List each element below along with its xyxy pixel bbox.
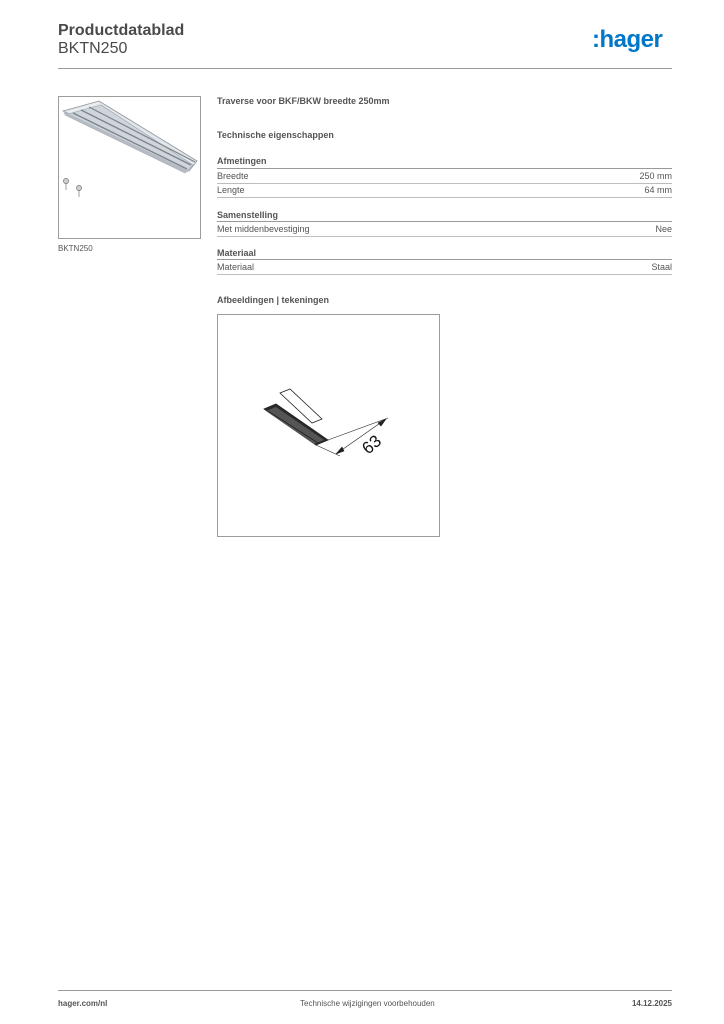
technical-heading: Technische eigenschappen: [217, 130, 334, 140]
row-divider: [217, 274, 672, 275]
row-divider: [217, 236, 672, 237]
section-title-samenstelling: Samenstelling: [217, 210, 279, 220]
row-divider: [217, 183, 672, 184]
hager-logo: :hager: [592, 26, 663, 53]
row-divider: [217, 197, 672, 198]
page-title: Productdatablad: [58, 22, 185, 39]
footer-divider: [58, 990, 672, 991]
section-divider: [217, 259, 672, 260]
screw-icon: [63, 178, 81, 197]
spec-label: Materiaal: [217, 262, 255, 272]
product-image: [58, 96, 201, 239]
spec-value: Nee: [655, 224, 672, 234]
spec-label: Breedte: [217, 171, 249, 181]
footer-date: 14.12.2025: [631, 999, 672, 1008]
section-divider: [217, 221, 672, 222]
dimension-label: 63: [358, 431, 386, 459]
section-title-afmetingen: Afmetingen: [217, 156, 267, 166]
spec-value: 250 mm: [639, 171, 672, 181]
spec-label: Met middenbevestiging: [217, 224, 310, 234]
section-divider: [217, 168, 672, 169]
footer-website-link[interactable]: hager.com/nl: [58, 999, 108, 1008]
technical-drawing: [217, 314, 440, 537]
spec-value: Staal: [651, 262, 672, 272]
section-title-materiaal: Materiaal: [217, 248, 257, 258]
product-code: BKTN250: [58, 40, 128, 57]
rail-drawing: [264, 389, 328, 445]
footer-disclaimer: Technische wijzigingen voorbehouden: [300, 999, 435, 1008]
rail-illustration: [63, 101, 197, 173]
drawings-heading: Afbeeldingen | tekeningen: [217, 295, 330, 305]
spec-value: 64 mm: [644, 185, 672, 195]
spec-label: Lengte: [217, 185, 245, 195]
product-description: Traverse voor BKF/BKW breedte 250mm: [217, 96, 390, 106]
header-divider: [58, 68, 672, 69]
image-caption: BKTN250: [58, 244, 93, 253]
